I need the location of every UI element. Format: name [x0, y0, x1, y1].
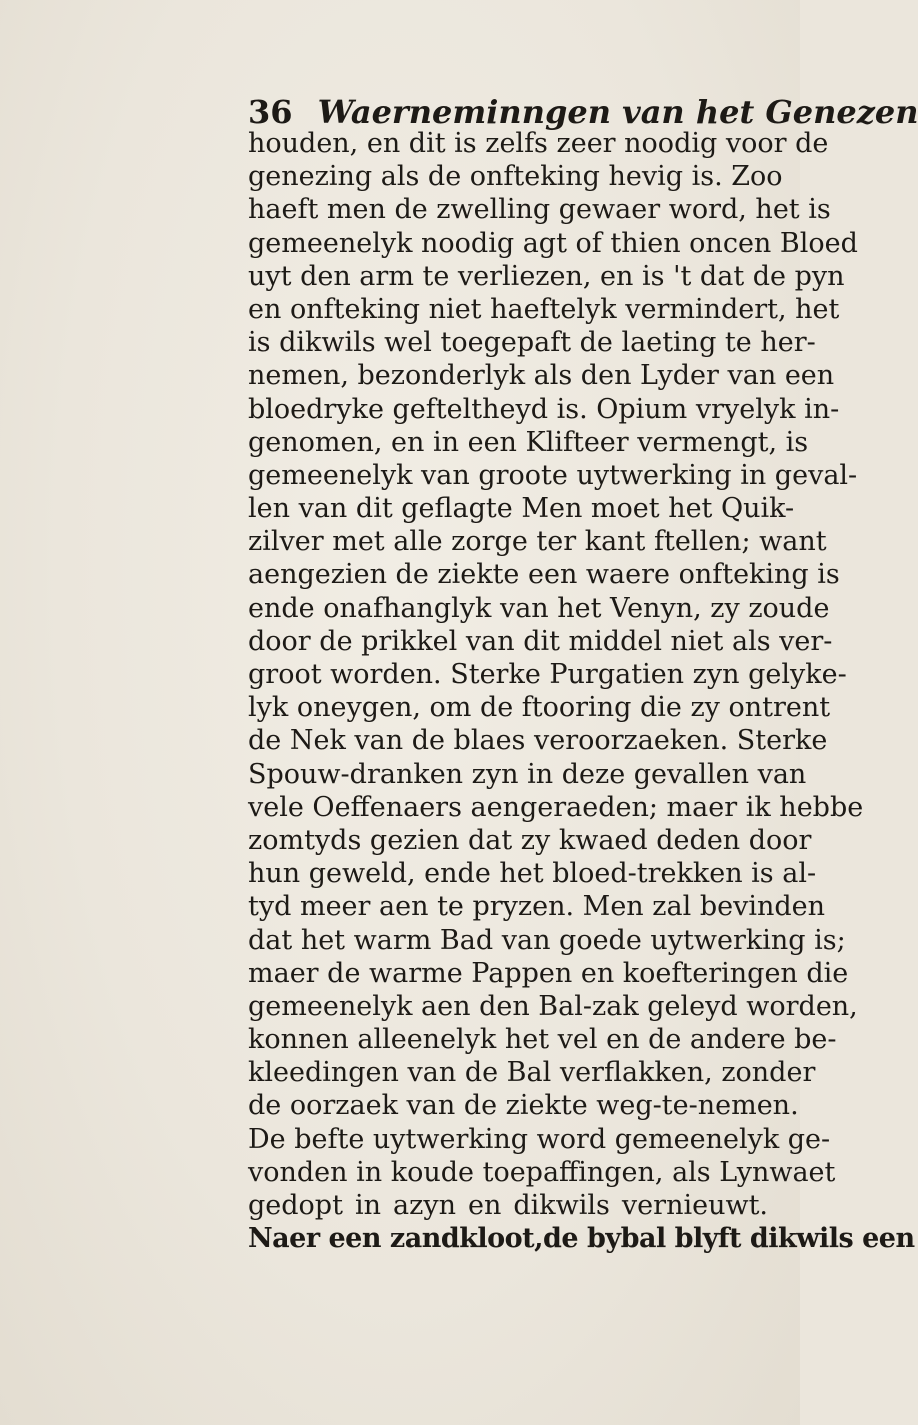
text-line: len van dit geflagte Men moet het Quik- [248, 493, 795, 525]
running-title: Waerneminngen van het Genezen [317, 93, 918, 131]
text-line: De befte uytwerking word gemeenelyk ge- [248, 1123, 831, 1155]
text-line: konnen alleenelyk het vel en de andere be- [248, 1024, 837, 1056]
text-line: genomen, en in een Klifteer vermengt, is [248, 426, 809, 458]
page-number: 36 [248, 93, 293, 131]
text-line: bloedryke gefteltheyd is. Opium vryelyk in- [248, 393, 840, 425]
text-line: gedopt in azyn en dikwils vernieuwt. [248, 1190, 768, 1221]
text-line: ende onafhanglyk van het Venyn, zy zoude [248, 592, 830, 624]
text-line: haeft men de zwelling gewaer word, het is [248, 194, 831, 226]
text-line: zilver met alle zorge ter kant ftellen; want [248, 526, 827, 558]
running-header [248, 92, 918, 132]
text-line: dat het warm Bad van goede uytwerking is; [248, 924, 846, 956]
text-line: door de prikkel van dit middel niet als ver- [248, 625, 833, 657]
text-line: houden, en dit is zelfs zeer noodig voor de [248, 128, 829, 159]
text-line: tyd meer aen te pryzen. Men zal bevinden [248, 891, 826, 923]
text-line: hun geweld, ende het bloed-trekken is al- [248, 858, 817, 890]
text-line: de oorzaek van de ziekte weg-te-nemen. [248, 1090, 799, 1122]
text-line: Spouw-dranken zyn in deze gevallen van [248, 758, 807, 790]
text-line: vele Oeffenaers aengeraeden; maer ik hebbe [248, 791, 864, 823]
text-line: lyk oneygen, om de ftooring die zy ontrent [248, 692, 831, 724]
text-line: uyt den arm te verliezen, en is 't dat de pyn [248, 260, 845, 292]
text-line: Naer een zandkloot,de bybal blyft dikwils een [248, 1223, 915, 1255]
text-line: groot worden. Sterke Purgatien zyn gelyke- [248, 659, 847, 690]
text-line: maer de warme Pappen en koefteringen die [248, 957, 849, 989]
text-line: is dikwils wel toegepaft de laeting te her- [248, 327, 816, 359]
text-line: gemeenelyk noodig agt of thien oncen Bloed [248, 227, 858, 259]
text-line: nemen, bezonderlyk als den Lyder van een [248, 360, 835, 392]
text-line: zomtyds gezien dat zy kwaed deden door [248, 824, 812, 856]
body-text [248, 127, 915, 1255]
text-line: aengezien de ziekte een waere onfteking is [248, 559, 840, 591]
text-line: en onfteking niet haeftelyk vermindert, het [248, 293, 840, 325]
text-line: gemeenelyk van groote uytwerking in geval- [248, 459, 858, 491]
text-line: kleedingen van de Bal verflakken, zonder [248, 1057, 816, 1089]
text-line: gemeenelyk aen den Bal-zak geleyd worden, [248, 990, 858, 1022]
text-line: vonden in koude toepaffingen, als Lynwaet [248, 1156, 836, 1188]
text-line: genezing als de onfteking hevig is. Zoo [248, 161, 783, 193]
text-line: de Nek van de blaes veroorzaeken. Sterke [248, 725, 828, 757]
